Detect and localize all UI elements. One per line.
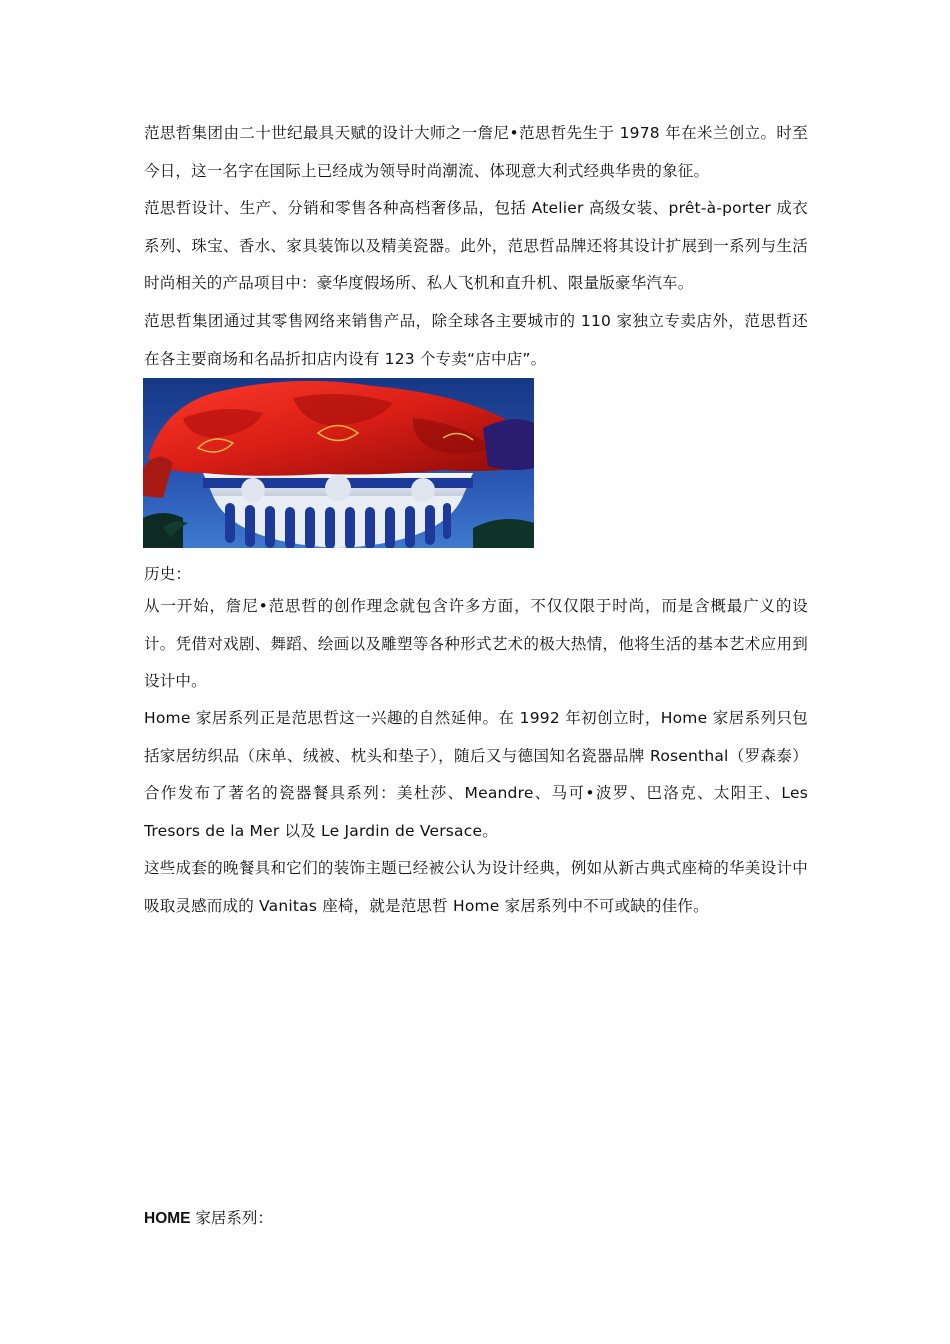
paragraph-history-philosophy: 从一开始，詹尼•范思哲的创作理念就包含许多方面，不仅仅限于时尚，而是含概最广义的设计。凭借对戏剧、舞蹈、绘画以及雕塑等各种形式艺术的极大热情，他将生活的基本艺术应用到设计中。 (144, 597, 808, 690)
product-photo (143, 378, 534, 548)
home-heading-rest: 家居系列： (190, 1209, 273, 1227)
history-heading: 历史： (144, 565, 192, 583)
home-heading-bold: HOME (144, 1210, 191, 1227)
paragraph-home-collection: Home 家居系列正是范思哲这一兴趣的自然延伸。在 1992 年初创立时，Home 家居系列只包括家居纺织品（床单、绒被、枕头和垫子），随后又与德国知名瓷器品牌 Rosenthal（罗森泰）合作发布了著名的瓷器餐具系列：美杜莎、Meandre、马可•波罗、巴洛克、太阳王、Les Tresors de la Mer 以及 Le Jardin de Versace。 (144, 709, 808, 840)
paragraph-products: 范思哲设计、生产、分销和零售各种高档奢侈品，包括 Atelier 高级女装、prêt-à-porter 成衣系列、珠宝、香水、家具装饰以及精美瓷器。此外，范思哲品牌还将其设计扩展到一系列与生活时尚相关的产品项目中：豪华度假场所、私人飞机和直升机、限量版豪华汽车。 (144, 199, 808, 292)
paragraph-dinnerware-classics: 这些成套的晚餐具和它们的装饰主题已经被公认为设计经典，例如从新古典式座椅的华美设计中吸取灵感而成的 Vanitas 座椅，就是范思哲 Home 家居系列中不可或缺的佳作。 (144, 859, 808, 915)
paragraph-retail: 范思哲集团通过其零售网络来销售产品，除全球各主要城市的 110 家独立专卖店外，范思哲还在各主要商场和名品折扣店内设有 123 个专卖“店中店”。 (144, 312, 808, 368)
home-collection-heading (144, 1200, 273, 1238)
paragraph-intro: 范思哲集团由二十世纪最具天赋的设计大师之一詹尼•范思哲先生于 1978 年在米兰创立。时至今日，这一名字在国际上已经成为领导时尚潮流、体现意大利式经典华贵的象征。 (144, 124, 808, 180)
versace-urn-with-red-cushion-photo (143, 378, 534, 548)
